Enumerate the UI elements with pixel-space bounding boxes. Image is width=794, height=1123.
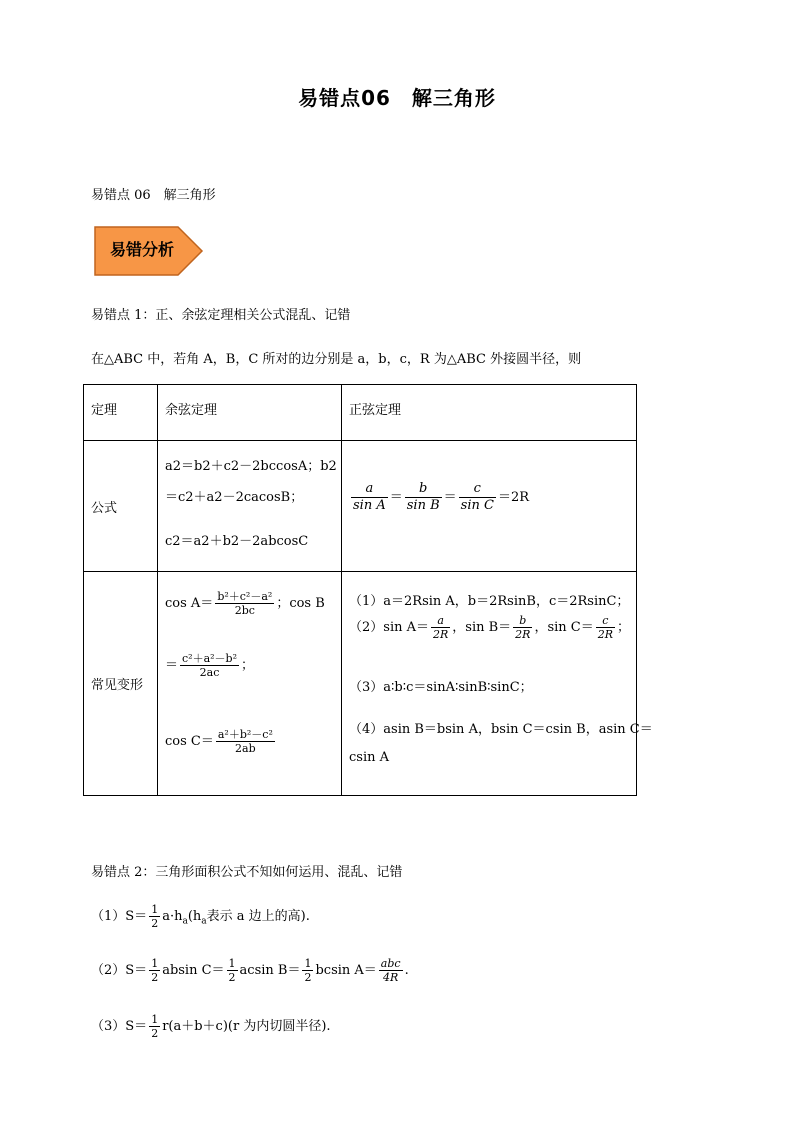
denominator: 4R bbox=[383, 971, 399, 984]
table-header-cell: 正弦定理 bbox=[342, 385, 637, 441]
fraction-half bbox=[227, 957, 238, 984]
numerator: abc bbox=[380, 957, 401, 970]
badge-label: 易错分析 bbox=[109, 240, 174, 259]
formula-text: a·h bbox=[162, 909, 183, 924]
denominator: 2 bbox=[151, 971, 159, 984]
sine-formula-cell bbox=[342, 441, 637, 572]
numerator: c²＋a²－b² bbox=[182, 652, 238, 665]
formula-text: 表示 a 边上的高). bbox=[206, 909, 310, 924]
theorem-table bbox=[83, 384, 653, 796]
sine-variant-4-line1: （4）asin B＝bsin A，bsin C＝csin B，asin C＝ bbox=[349, 722, 653, 737]
fraction bbox=[596, 614, 615, 641]
denominator: 2R bbox=[515, 628, 531, 641]
fraction-half bbox=[149, 957, 160, 984]
table-header-cell: 余弦定理 bbox=[158, 385, 342, 441]
denominator: 2ac bbox=[199, 666, 220, 679]
formula-prefix: （1）S＝ bbox=[91, 909, 148, 924]
fraction bbox=[513, 614, 532, 641]
denominator: sin C bbox=[460, 498, 494, 513]
formula-prefix: （3）S＝ bbox=[91, 1019, 148, 1034]
denominator: 2 bbox=[228, 971, 236, 984]
formula-text: . bbox=[404, 963, 409, 978]
formula-text: acsin B＝ bbox=[239, 963, 301, 978]
fraction-half bbox=[149, 903, 160, 930]
numerator: 1 bbox=[151, 957, 159, 970]
cosB-separator: ；cos B bbox=[276, 596, 325, 611]
cosC-prefix: cos C＝ bbox=[165, 734, 214, 749]
formula-text: bcsin A＝ bbox=[315, 963, 377, 978]
numerator: c bbox=[459, 481, 496, 498]
numerator: c bbox=[596, 614, 615, 628]
sine-law-formula bbox=[349, 481, 529, 514]
cosine-formula-line: a2＝b2＋c2－2bccosA；b2 bbox=[165, 459, 337, 474]
formula-text: (h bbox=[187, 909, 202, 924]
subtitle: 易错点 06 解三角形 bbox=[91, 188, 216, 203]
s2-mid: ，sin C＝ bbox=[534, 620, 594, 635]
numerator: a bbox=[351, 481, 388, 498]
fraction bbox=[351, 481, 388, 514]
equals-sign: ＝ bbox=[443, 490, 457, 505]
section-badge bbox=[94, 226, 204, 276]
numerator: a²＋b²－c² bbox=[217, 728, 273, 741]
cosine-formula-line: c2＝a2＋b2－2abcosC bbox=[165, 534, 309, 549]
fraction-half bbox=[302, 957, 313, 984]
denominator: sin A bbox=[353, 498, 386, 513]
page-title: 易错点06 解三角形 bbox=[298, 86, 496, 110]
fraction bbox=[379, 957, 403, 984]
point1-heading: 易错点 1：正、余弦定理相关公式混乱、记错 bbox=[91, 308, 351, 323]
numerator: a bbox=[431, 614, 450, 628]
denominator: 2R bbox=[597, 628, 614, 641]
fraction-half bbox=[149, 1013, 160, 1040]
numerator: b bbox=[405, 481, 442, 498]
fraction bbox=[459, 481, 496, 514]
point1-intro: 在△ABC 中，若角 A，B，C 所对的边分别是 a，b，c，R 为△ABC 外接圆半径，则 bbox=[91, 352, 582, 367]
fraction bbox=[431, 614, 450, 641]
area-formula-3 bbox=[91, 1013, 331, 1040]
fraction bbox=[215, 590, 274, 617]
denominator: 2bc bbox=[234, 604, 255, 617]
sine-variant-2 bbox=[349, 614, 630, 641]
result-2r: ＝2R bbox=[497, 490, 529, 505]
cosine-formula-cell bbox=[158, 441, 342, 572]
cosB-prefix: ＝ bbox=[165, 658, 179, 673]
row-label: 常见变形 bbox=[84, 572, 158, 796]
cosB-formula bbox=[165, 652, 254, 679]
cosine-formula-line: ＝c2＋a2－2cacosB； bbox=[165, 490, 304, 505]
table-row bbox=[84, 441, 637, 572]
fraction bbox=[180, 652, 239, 679]
formula-text: r(a＋b＋c)(r 为内切圆半径). bbox=[162, 1019, 331, 1034]
numerator: 1 bbox=[151, 903, 159, 916]
denominator: 2R bbox=[433, 628, 449, 641]
cosA-prefix: cos A＝ bbox=[165, 596, 214, 611]
denominator: 2 bbox=[151, 917, 159, 930]
row-label: 公式 bbox=[84, 441, 158, 572]
sine-variant-1: （1）a＝2Rsin A，b＝2RsinB，c＝2RsinC； bbox=[349, 594, 630, 609]
cosB-suffix: ； bbox=[241, 658, 255, 673]
fraction bbox=[405, 481, 442, 514]
s2-mid: ，sin B＝ bbox=[452, 620, 512, 635]
fraction bbox=[216, 728, 275, 755]
numerator: b bbox=[513, 614, 532, 628]
formula-prefix: （2）S＝ bbox=[91, 963, 148, 978]
table-header-cell: 定理 bbox=[84, 385, 158, 441]
formula-text: absin C＝ bbox=[162, 963, 225, 978]
s2-prefix: （2）sin A＝ bbox=[349, 620, 429, 635]
sine-variant-3: （3）a∶b∶c＝sinA∶sinB∶sinC； bbox=[349, 680, 533, 695]
point2-heading: 易错点 2：三角形面积公式不知如何运用、混乱、记错 bbox=[91, 865, 403, 880]
denominator: 2ab bbox=[235, 742, 256, 755]
numerator: 1 bbox=[304, 957, 312, 970]
equals-sign: ＝ bbox=[389, 490, 403, 505]
table-header-row bbox=[84, 385, 637, 441]
cosA-formula bbox=[165, 590, 325, 617]
sine-variant-4-line2: csin A bbox=[349, 750, 390, 765]
subscript: a bbox=[201, 916, 207, 927]
denominator: 2 bbox=[151, 1027, 159, 1040]
cosine-variants-cell bbox=[158, 572, 342, 796]
area-formula-1 bbox=[91, 903, 310, 930]
cosC-formula bbox=[165, 728, 277, 755]
sine-variants-cell bbox=[342, 572, 653, 796]
subscript: a bbox=[182, 916, 188, 927]
numerator: 1 bbox=[228, 957, 236, 970]
denominator: sin B bbox=[406, 498, 440, 513]
numerator: 1 bbox=[151, 1013, 159, 1026]
s2-suffix: ； bbox=[617, 620, 631, 635]
numerator: b²＋c²－a² bbox=[217, 590, 273, 603]
area-formula-2 bbox=[91, 957, 409, 984]
table-row bbox=[84, 572, 637, 796]
denominator: 2 bbox=[304, 971, 312, 984]
